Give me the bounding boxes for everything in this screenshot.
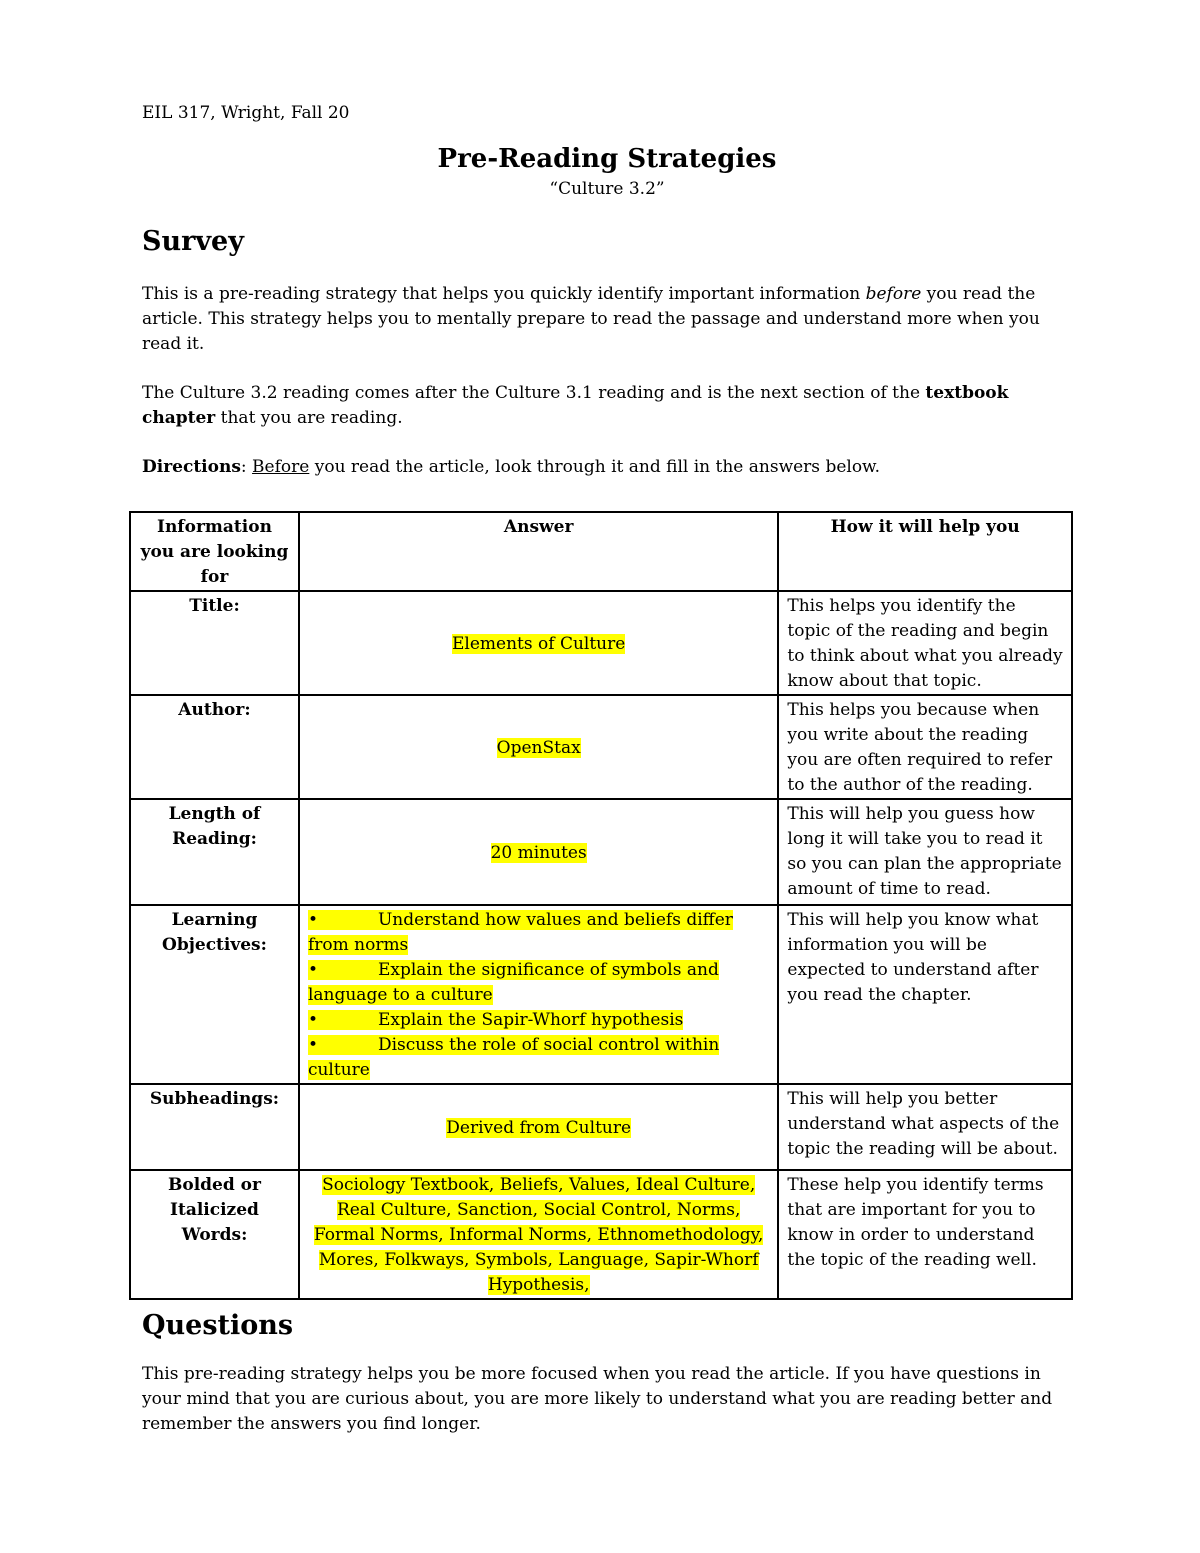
table-row — [130, 695, 1072, 799]
answer-cell-title — [299, 591, 778, 695]
survey-intro-text-b: you read the article. This strategy helps you to mentally prepare to read the passage and understand more when you read it. — [142, 284, 1040, 354]
header-info: Information you are looking for — [130, 512, 299, 591]
list-item — [308, 958, 769, 1008]
answer-author: OpenStax — [496, 737, 581, 758]
survey-intro-text-a: This is a pre-reading strategy that helps you quickly identify important information — [142, 284, 866, 304]
row-label-objectives: Learning Objectives: — [130, 905, 299, 1084]
list-item — [308, 1008, 769, 1033]
objective-1 — [308, 910, 733, 955]
objective-text: Explain the Sapir-Whorf hypothesis — [377, 1010, 684, 1030]
bullet-icon: • — [307, 910, 318, 930]
header-answer: Answer — [299, 512, 778, 591]
survey-intro-paragraph — [142, 282, 1072, 357]
row-label-author: Author: — [130, 695, 299, 799]
directions-paragraph — [142, 455, 1072, 480]
row-label-title: Title: — [130, 591, 299, 695]
answer-title: Elements of Culture — [452, 633, 626, 654]
help-objectives: This will help you know what information you will be expected to understand after you read the chapter. — [778, 905, 1072, 1084]
document-subtitle: “Culture 3.2” — [549, 179, 665, 199]
bullet-icon: • — [307, 960, 318, 980]
answer-cell-length — [299, 799, 778, 905]
directions-colon: : — [240, 457, 253, 477]
table-row — [130, 591, 1072, 695]
objective-4 — [308, 1035, 719, 1080]
objective-text: Discuss the role of social control within culture — [307, 1035, 720, 1080]
row-label-length: Length of Reading: — [130, 799, 299, 905]
survey-table — [129, 511, 1073, 1300]
table-row — [130, 799, 1072, 905]
bullet-icon: • — [307, 1035, 318, 1055]
answer-cell-author — [299, 695, 778, 799]
answer-subheadings: Derived from Culture — [446, 1117, 632, 1138]
list-item — [308, 1033, 769, 1083]
table-row — [130, 905, 1072, 1084]
answer-bolded: Sociology Textbook, Beliefs, Values, Ideal Culture, Real Culture, Sanction, Social Control, Norms, Formal Norms, Informal Norms, Ethnomethodology, Mores, Folkways, Symbols, Language, Sapir-Whorf Hypothesis, — [313, 1175, 764, 1295]
header-help: How it will help you — [778, 512, 1072, 591]
answer-cell-objectives — [299, 905, 778, 1084]
table-row — [130, 1084, 1072, 1170]
table-header-row — [130, 512, 1072, 591]
help-author: This helps you because when you write about the reading you are often required to refer to the author of the reading. — [778, 695, 1072, 799]
objective-2 — [308, 960, 719, 1005]
help-bolded: These help you identify terms that are important for you to know in order to understand the topic of the reading well. — [778, 1170, 1072, 1299]
objective-text: Explain the significance of symbols and language to a culture — [307, 960, 719, 1005]
row-label-bolded: Bolded or Italicized Words: — [130, 1170, 299, 1299]
survey-context-text-b: that you are reading. — [215, 408, 403, 428]
row-label-subheadings: Subheadings: — [130, 1084, 299, 1170]
directions-label: Directions — [142, 457, 241, 477]
help-subheadings: This will help you better understand what aspects of the topic the reading will be about. — [778, 1084, 1072, 1170]
questions-heading: Questions — [142, 1310, 294, 1341]
questions-paragraph: This pre-reading strategy helps you be more focused when you read the article. If you have questions in your mind that you are curious about, you are more likely to understand what you are reading better and remember the answers you find longer. — [142, 1364, 1053, 1434]
document-title: Pre-Reading Strategies — [437, 144, 777, 174]
help-title: This helps you identify the topic of the reading and begin to think about what you already know about that topic. — [778, 591, 1072, 695]
table-row — [130, 1170, 1072, 1299]
survey-context-text-a: The Culture 3.2 reading comes after the Culture 3.1 reading and is the next section of the — [142, 383, 926, 403]
survey-context-paragraph — [142, 381, 1072, 431]
directions-underlined: Before — [252, 457, 310, 477]
objectives-list — [308, 908, 769, 1083]
list-item — [308, 908, 769, 958]
objective-text: Understand how values and beliefs differ from norms — [307, 910, 733, 955]
course-line: EIL 317, Wright, Fall 20 — [142, 103, 350, 123]
survey-intro-emphasis: before — [865, 284, 922, 304]
bullet-icon: • — [307, 1010, 318, 1030]
directions-text: you read the article, look through it and fill in the answers below. — [309, 457, 880, 477]
questions-section — [142, 1308, 1072, 1437]
document-page — [140, 100, 1072, 1434]
answer-cell-bolded — [299, 1170, 778, 1299]
answer-cell-subheadings — [299, 1084, 778, 1170]
survey-context-bold: textbook chapter — [142, 383, 1009, 428]
objective-3 — [308, 1010, 683, 1030]
survey-heading: Survey — [142, 226, 244, 257]
help-length: This will help you guess how long it will take you to read it so you can plan the appropriate amount of time to read. — [778, 799, 1072, 905]
answer-length: 20 minutes — [490, 842, 587, 863]
